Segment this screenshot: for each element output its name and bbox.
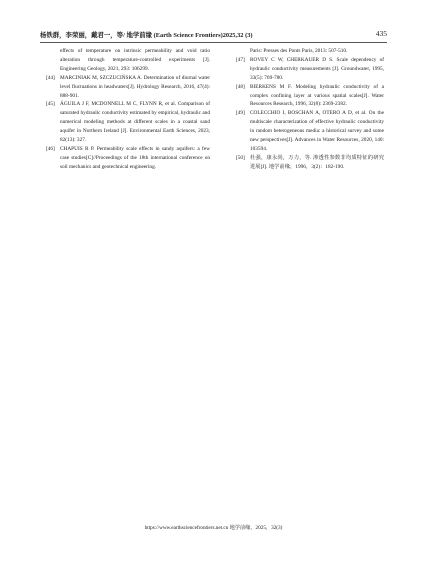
- header-rule: [40, 42, 387, 43]
- reference-number: [47]: [236, 56, 245, 63]
- reference-item: [236, 154, 384, 172]
- reference-text: ROVEY C W, CHERKAUER D S. Scale dependency of hydraulic conductivity measurements [J]. Groundwater, 1995, 33(5): 769-780.: [250, 56, 384, 81]
- journal-citation: 杨铁群，李荣丽，戴君一，等/ 地学前缘 (Earth Science Frontiers)2025,32 (3): [40, 32, 253, 39]
- reference-number: [46]: [46, 145, 55, 152]
- running-header: [40, 30, 387, 42]
- reference-number: [48]: [236, 83, 245, 90]
- reference-number: [49]: [236, 110, 245, 117]
- reference-text: MARCINIAK M, SZCZUCIŃSKA A. Determination of diurnal water level fluctuations in headwaters[J]. Hydrology Research, 2016, 47(4): 888-901.: [60, 74, 210, 99]
- reference-text: 杜强，康永尚，万力，等. 渗透性参数非均质特征的研究进展[J]. 地学前缘，1996，3(2)：182-190.: [250, 154, 384, 170]
- reference-continuation: Paris: Presses des Ponts Paris, 2013: 507-510.: [250, 48, 348, 54]
- page-number: 435: [375, 29, 387, 38]
- left-column: [46, 47, 210, 172]
- reference-item: [46, 74, 210, 101]
- reference-text: COLECCHIO I, BOSCHAN A, OTERO A D, et al. On the multiscale characterization of effective hydraulic conductivity in random heterogeneous media: a historical survey and some new perspectives[J]. Advances in Water Resources, 2020, 140: 103594.: [250, 110, 384, 152]
- reference-item: [46, 100, 210, 145]
- reference-number: [50]: [236, 154, 245, 161]
- reference-item: [236, 83, 384, 110]
- reference-item: [46, 145, 210, 172]
- reference-text: ÁGUILA J F, MCDONNELL M C, FLYNN R, et al. Comparison of saturated hydraulic conductivity estimated by empirical, hydraulic and numerical modeling methods at different scales in a coastal sand aquifer in Northern Ireland [J]. Environmental Earth Sciences, 2023, 82(13): 327.: [60, 101, 210, 144]
- reference-number: [45]: [46, 101, 55, 108]
- reference-number: [44]: [46, 74, 55, 81]
- reference-item: [236, 56, 384, 83]
- right-column: [236, 47, 384, 172]
- page-footer: https://www.earthsciencefrontiers.net.cn 地学前缘，2025，32(3): [144, 525, 283, 531]
- reference-text: CHAPUIS R P. Permeability scale effects in sandy aquifers: a few case studies[C]//Proceedings of the 18th international conference on soil mechanics and geotechnical engineering.: [60, 145, 210, 170]
- reference-continuation: effects of temperature on intrinsic permeability and void ratio alteration through temperature-controlled experiments [J]. Engineering Geology, 2021, 293: 106299.: [60, 48, 210, 72]
- reference-item: [236, 109, 384, 154]
- reference-text: BIERKENS M F. Modeling hydraulic conductivity of a complex confining layer at various spatial scales[J]. Water Resources Research, 1996, 32(8): 2369-2382.: [250, 83, 384, 108]
